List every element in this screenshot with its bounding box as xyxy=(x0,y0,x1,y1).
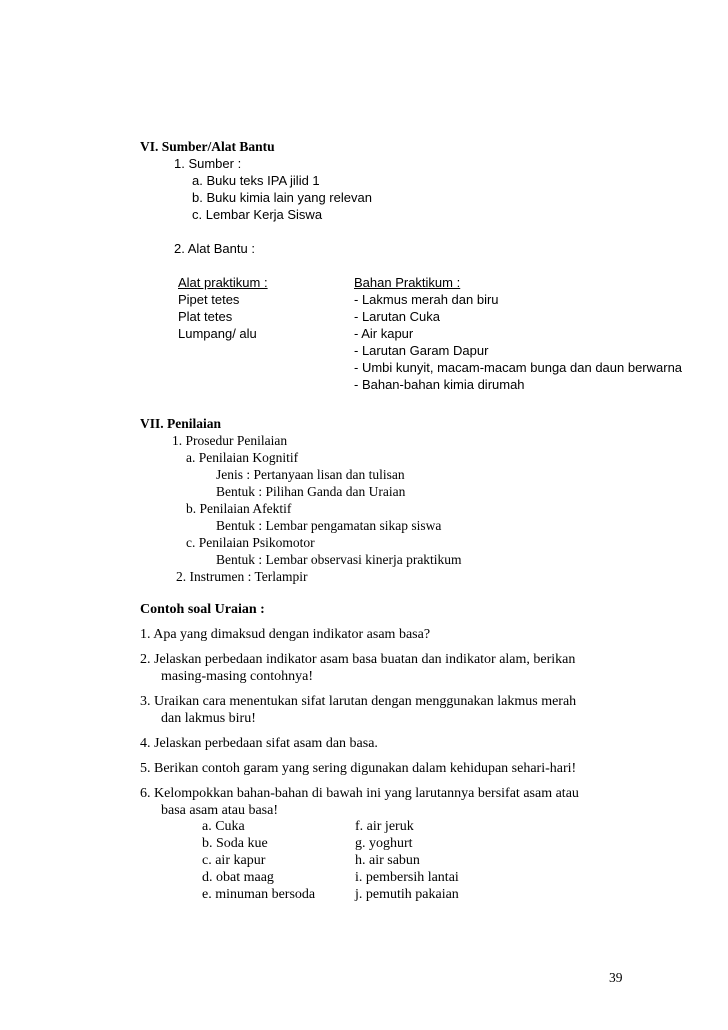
option-item: e. minuman bersoda xyxy=(202,887,316,902)
section-7-heading: VII. Penilaian xyxy=(140,416,222,431)
question-line: basa asam atau basa! xyxy=(161,803,278,818)
question-line: masing-masing contohnya! xyxy=(161,669,314,684)
question-line: 1. Apa yang dimaksud dengan indikator asam basa? xyxy=(140,627,431,642)
penilaian-line: Bentuk : Pilihan Ganda dan Uraian xyxy=(216,484,406,499)
bahan-item: - Umbi kunyit, macam-macam bunga dan daun berwarna xyxy=(354,360,683,375)
option-item: f. air jeruk xyxy=(355,819,414,834)
question-line: 4. Jelaskan perbedaan sifat asam dan basa. xyxy=(140,736,378,751)
sumber-item: b. Buku kimia lain yang relevan xyxy=(192,190,372,205)
bahan-item: - Larutan Cuka xyxy=(354,309,440,324)
bahan-item: - Air kapur xyxy=(354,326,414,341)
questions-heading: Contoh soal Uraian : xyxy=(140,602,265,617)
penilaian-line: a. Penilaian Kognitif xyxy=(186,450,299,465)
question-line: dan lakmus biru! xyxy=(161,711,256,726)
alat-item: Pipet tetes xyxy=(178,292,240,307)
option-item: c. air kapur xyxy=(202,853,266,868)
sumber-label: 1. Sumber : xyxy=(174,156,242,171)
bahan-item: - Lakmus merah dan biru xyxy=(354,292,499,307)
penilaian-line: Bentuk : Lembar observasi kinerja praktikum xyxy=(216,552,462,567)
page-number: 39 xyxy=(609,970,623,985)
penilaian-line: Jenis : Pertanyaan lisan dan tulisan xyxy=(216,467,405,482)
option-item: i. pembersih lantai xyxy=(355,870,459,885)
option-item: j. pemutih pakaian xyxy=(355,887,459,902)
option-item: b. Soda kue xyxy=(202,836,268,851)
alat-bantu-label: 2. Alat Bantu : xyxy=(174,241,255,256)
question-line: 6. Kelompokkan bahan-bahan di bawah ini yang larutannya bersifat asam atau xyxy=(140,786,579,801)
alat-praktikum-heading: Alat praktikum : xyxy=(178,275,268,290)
option-item: a. Cuka xyxy=(202,819,245,834)
penilaian-line: Bentuk : Lembar pengamatan sikap siswa xyxy=(216,518,442,533)
section-6-heading: VI. Sumber/Alat Bantu xyxy=(140,139,275,154)
penilaian-line: b. Penilaian Afektif xyxy=(186,501,292,516)
penilaian-line: 1. Prosedur Penilaian xyxy=(172,433,288,448)
penilaian-line: 2. Instrumen : Terlampir xyxy=(176,569,308,584)
alat-item: Plat tetes xyxy=(178,309,233,324)
bahan-praktikum-heading: Bahan Praktikum : xyxy=(354,275,461,290)
bahan-item: - Bahan-bahan kimia dirumah xyxy=(354,377,525,392)
option-item: h. air sabun xyxy=(355,853,420,868)
penilaian-line: c. Penilaian Psikomotor xyxy=(186,535,315,550)
sumber-item: c. Lembar Kerja Siswa xyxy=(192,207,323,222)
question-line: 3. Uraikan cara menentukan sifat larutan dengan menggunakan lakmus merah xyxy=(140,694,577,709)
alat-item: Lumpang/ alu xyxy=(178,326,257,341)
option-item: d. obat maag xyxy=(202,870,274,885)
sumber-item: a. Buku teks IPA jilid 1 xyxy=(192,173,320,188)
bahan-item: - Larutan Garam Dapur xyxy=(354,343,489,358)
question-line: 2. Jelaskan perbedaan indikator asam basa buatan dan indikator alam, berikan xyxy=(140,652,576,667)
option-item: g. yoghurt xyxy=(355,836,413,851)
question-line: 5. Berikan contoh garam yang sering digunakan dalam kehidupan sehari-hari! xyxy=(140,761,577,776)
